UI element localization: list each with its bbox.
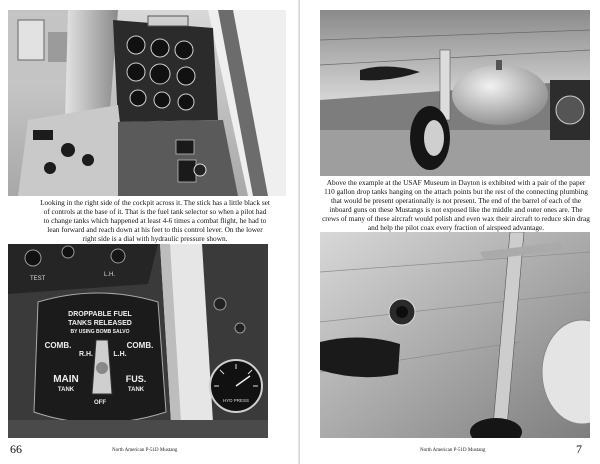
comb-left: COMB. bbox=[44, 341, 72, 350]
tank-label: TANK bbox=[57, 387, 75, 393]
main-label: MAIN bbox=[53, 374, 79, 385]
left-running-footer: North American P-51D Mustang bbox=[112, 448, 178, 453]
wing-gun-illustration bbox=[320, 232, 590, 438]
drop-tank-photo bbox=[320, 10, 590, 176]
rh-label: R.H. bbox=[79, 351, 93, 358]
cockpit-caption: Looking in the right side of the cockpit across it. The stick has a little black set of controls at the base of it. That is the fuel tank selector so when a pilot had to change tanks which happened at least 4-6 times a combat flight, he had to lean forward and reach down at his feet to this control lever. On the lower right side is a dial with hydraulic pressure shown. bbox=[40, 198, 270, 244]
placard-line-3: BY USING BOMB SALVO bbox=[70, 329, 130, 335]
fuel-selector-photo bbox=[8, 244, 268, 438]
cockpit-photo bbox=[8, 10, 286, 196]
placard-line-1: DROPPABLE FUEL bbox=[68, 311, 132, 318]
drop-tank-caption: Above the example at the USAF Museum in Dayton is exhibited with a pair of the paper 110 gallon drop tanks hanging on the attach points but the rest of the connecting plumbing that would be present operationally is not present. The end of the barrel of each of the inboard guns on these Mustangs is not exposed like the middle and outer ones are. The crews of many of these aircraft would polish and even wax their aircraft to reduce skin drag and help the pilot coax every fraction of airspeed advantage. bbox=[322, 178, 590, 233]
left-page-number: 66 bbox=[10, 442, 22, 456]
lh-label: L.H. bbox=[113, 351, 127, 358]
off-label: OFF bbox=[94, 400, 106, 406]
tank2-label: TANK bbox=[127, 387, 145, 393]
wing-gun-photo bbox=[320, 232, 590, 438]
comb-right: COMB. bbox=[126, 341, 154, 350]
gauge-label: HYD PRESS bbox=[222, 398, 250, 403]
test-label: TEST bbox=[30, 276, 46, 282]
placard-line-2: TANKS RELEASED bbox=[68, 320, 132, 327]
right-running-footer: North American P-51D Mustang bbox=[420, 448, 486, 453]
right-page-number: 7 bbox=[576, 442, 582, 456]
lh-tag: L.H. bbox=[104, 272, 116, 278]
drop-tank-illustration bbox=[320, 10, 590, 176]
right-page bbox=[300, 0, 600, 464]
fuel-selector-illustration bbox=[8, 244, 268, 438]
fus-label: FUS. bbox=[125, 374, 147, 384]
cockpit-illustration bbox=[8, 10, 286, 196]
